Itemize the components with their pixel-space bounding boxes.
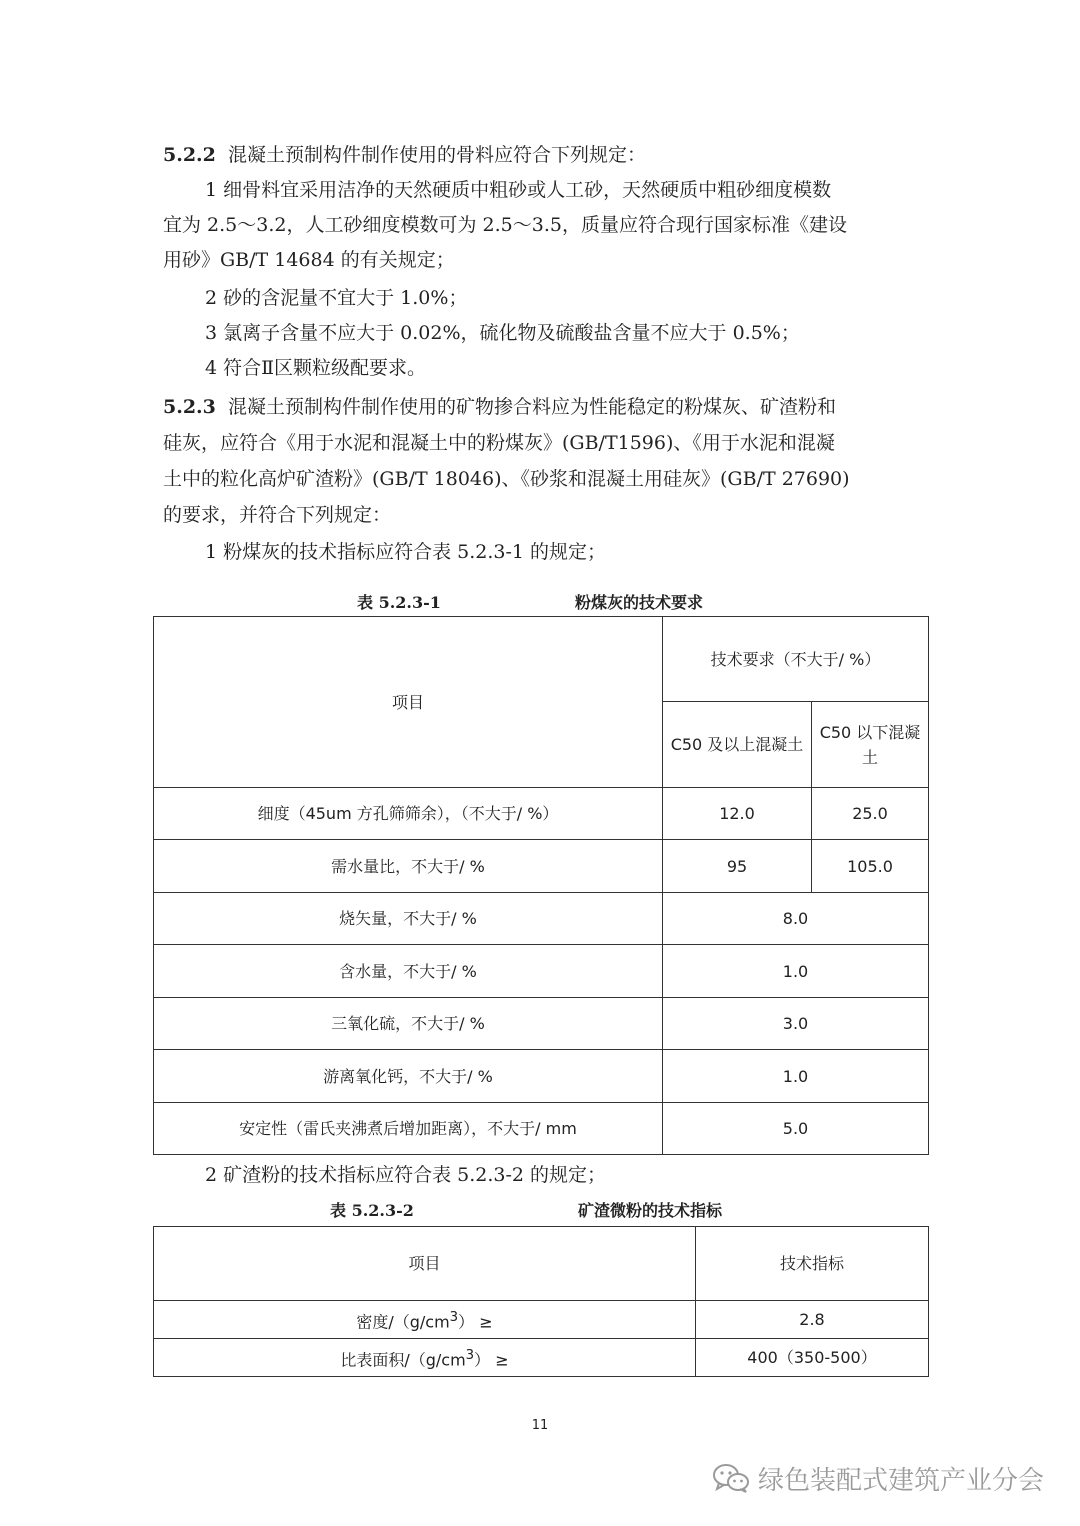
table1-header-requirement: 技术要求（不大于/ %） [663,617,929,702]
fly-ash-table [153,616,929,1155]
table-row [154,840,929,893]
paragraph-line: 硅灰，应符合《用于水泥和混凝土中的粉煤灰》(GB/T1596)、《用于水泥和混凝 [163,432,835,454]
table-row [154,1301,929,1339]
table-cell-value: 1.0 [663,945,929,998]
table2-caption-number: 表 5.2.3-2 [330,1201,414,1220]
paragraph-line: 混凝土预制构件制作使用的矿物掺合料应为性能稳定的粉煤灰、矿渣粉和 [227,396,836,418]
table-cell-item: 密度$/(g/cm^3)$ ≥ [154,1301,696,1339]
section-number: 5.2.3 [163,396,216,418]
table-cell-item: 游离氧化钙，不大于/ % [154,1050,663,1103]
paragraph-line: 用砂》GB/T 14684 的有关规定； [163,249,455,271]
table-row [154,945,929,998]
table-cell-value: 400（350-500） [696,1339,929,1377]
table-cell-value: 3.0 [663,998,929,1050]
list-item: 2 矿渣粉的技术指标应符合表 5.2.3-2 的规定； [205,1164,607,1186]
paragraph-line: 土中的粒化高炉矿渣粉》(GB/T 18046)、《砂浆和混凝土用硅灰》(GB/T 27690) [163,468,850,490]
table2-header-item: 项目 [154,1227,696,1301]
table-cell-value: 8.0 [663,893,929,945]
table-cell-value: 1.0 [663,1050,929,1103]
table1-caption-number: 表 5.2.3-1 [357,593,441,612]
page-number: 11 [531,1418,549,1433]
table1-caption-title: 粉煤灰的技术要求 [575,593,704,612]
table-cell-value: 12.0 [663,788,812,840]
section-5-2-3-heading [163,394,836,420]
table1-header-c50-below: C50 以下混凝土 [812,702,929,788]
paragraph-line: 1 细骨料宜采用洁净的天然硬质中粗砂或人工砂，天然硬质中粗砂细度模数 [205,179,832,201]
watermark-text: 绿色装配式建筑产业分会 [758,1465,1045,1496]
paragraph-line: 宜为 2.5～3.2，人工砂细度模数可为 2.5～3.5，质量应符合现行国家标准《建设 [163,214,847,236]
slag-powder-table [153,1226,929,1377]
table-cell-item: 需水量比，不大于/ % [154,840,663,893]
list-item: 3 氯离子含量不应大于 0.02%，硫化物及硫酸盐含量不应大于 0.5%； [205,322,800,344]
watermark [712,1458,1044,1498]
table-cell-value: 5.0 [663,1103,929,1155]
table-cell-value: 105.0 [812,840,929,893]
list-item: 4 符合Ⅱ区颗粒级配要求。 [205,357,427,379]
table-row [154,1339,929,1377]
section-5-2-2-heading [163,142,646,168]
table-row [154,998,929,1050]
list-item: 1 粉煤灰的技术指标应符合表 5.2.3-1 的规定； [205,541,607,563]
table-cell-item: 三氧化硫，不大于/ % [154,998,663,1050]
table-row [154,1103,929,1155]
table-cell-value: 25.0 [812,788,929,840]
table-row [154,1050,929,1103]
table-cell-item: 比表面积$/(g/cm^3)$ ≥ [154,1339,696,1377]
table-cell-value: 2.8 [696,1301,929,1339]
table-cell-item: 烧矢量，不大于/ % [154,893,663,945]
table-cell-item: 细度（45um 方孔筛筛余），（不大于/ %） [154,788,663,840]
section-title: 混凝土预制构件制作使用的骨料应符合下列规定： [227,144,646,166]
wechat-icon [712,1462,750,1494]
table-cell-item: 含水量，不大于/ % [154,945,663,998]
list-item: 2 砂的含泥量不宜大于 1.0%； [205,287,468,309]
table-cell-value: 95 [663,840,812,893]
table-cell-item: 安定性（雷氏夹沸煮后增加距离），不大于/ mm [154,1103,663,1155]
table1-header-c50-above: C50 及以上混凝土 [663,702,812,788]
table1-header-item: 项目 [154,617,663,788]
table2-caption-title: 矿渣微粉的技术指标 [578,1201,723,1220]
table-row [154,788,929,840]
section-number: 5.2.2 [163,144,216,166]
paragraph-line: 的要求，并符合下列规定： [163,504,392,526]
table2-header-index: 技术指标 [696,1227,929,1301]
table-row [154,893,929,945]
